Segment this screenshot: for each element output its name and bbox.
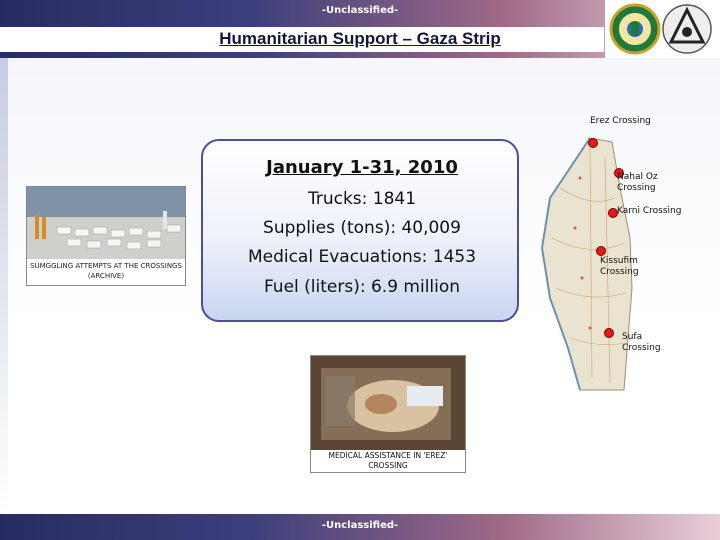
- karni-label: Karni Crossing: [617, 206, 682, 216]
- kissufim-pin: [596, 246, 606, 256]
- erez-pin: [588, 138, 598, 148]
- erez-label: Erez Crossing: [590, 116, 651, 126]
- smuggling-photo: [26, 186, 186, 286]
- smuggling-photo-image: [27, 187, 185, 259]
- nahal-oz-label: Nahal Oz Crossing: [617, 172, 658, 193]
- classification-bottom: -Unclassified-: [321, 520, 399, 531]
- stats-fuel: Fuel (liters): 6.9 million: [263, 277, 461, 297]
- classification-top: -Unclassified-: [321, 5, 399, 16]
- medical-photo: [310, 355, 466, 473]
- emblem-logos: [605, 0, 720, 58]
- stats-headline: January 1-31, 2010: [266, 157, 458, 178]
- kissufim-label: Kissufim Crossing: [600, 256, 639, 277]
- stats-medevac: Medical Evacuations: 1453: [247, 247, 477, 267]
- sufa-label: Sufa Crossing: [622, 332, 661, 353]
- smuggling-photo-caption: SUMGGLING ATTEMPTS AT THE CROSSINGS (ARCHIVE): [30, 262, 182, 280]
- page-title: Humanitarian Support – Gaza Strip: [219, 29, 501, 48]
- logo-area: [605, 0, 720, 58]
- medical-photo-image: [311, 356, 465, 450]
- medical-photo-caption: MEDICAL ASSISTANCE IN 'EREZ' CROSSING: [328, 451, 448, 470]
- stats-trucks: Trucks: 1841: [307, 189, 417, 209]
- monthly-stats-box: [201, 139, 519, 322]
- stats-supplies: Supplies (tons): 40,009: [263, 218, 461, 238]
- gaza-map: [520, 116, 720, 428]
- left-stripe: [0, 58, 8, 514]
- sufa-pin: [604, 328, 614, 338]
